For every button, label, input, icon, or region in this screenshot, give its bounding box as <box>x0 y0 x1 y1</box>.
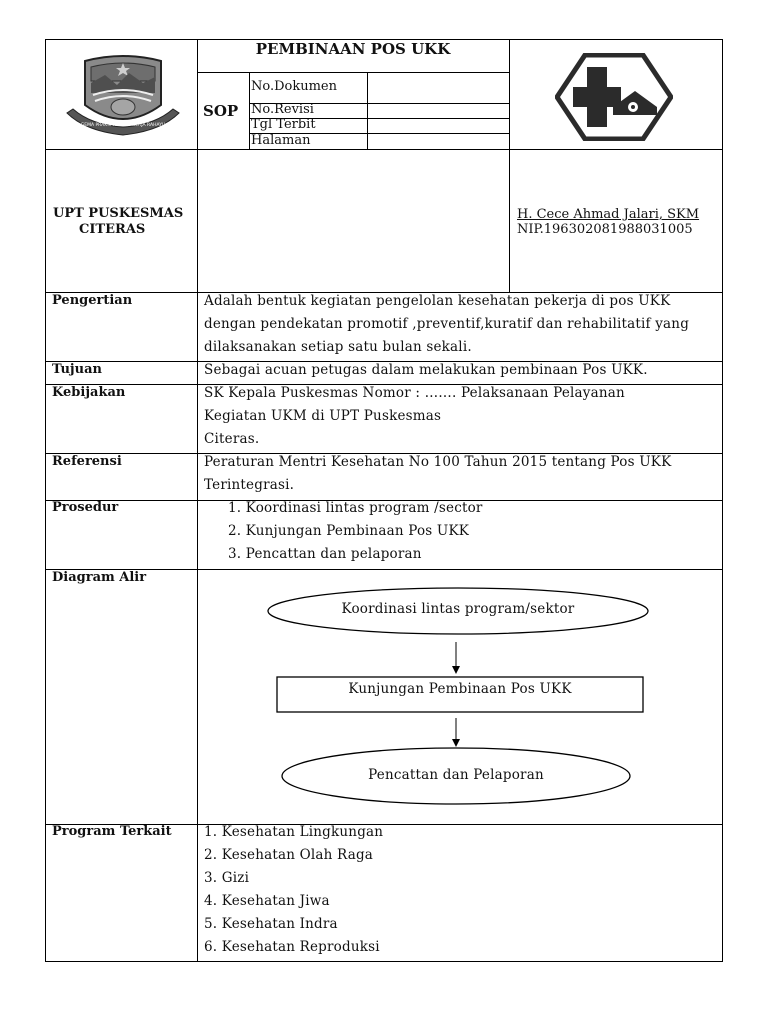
program-item-6: 6. Kesehatan Reproduksi <box>204 939 380 955</box>
pengertian-label: Pengertian <box>52 293 133 308</box>
kebijakan-line-1: SK Kepala Puskesmas Nomor : ……. Pelaksanaan Pelayanan <box>204 385 625 401</box>
prosedur-item-1: 1. Koordinasi lintas program /sector <box>228 500 483 516</box>
fields-divider <box>367 72 368 149</box>
pengertian-line-3: dilaksanakan setiap satu bulan sekali. <box>204 339 472 355</box>
sop-document <box>45 39 723 962</box>
pengertian-line-1: Adalah bentuk kegiatan pengelolan kesehatan pekerja di pos UKK <box>204 293 671 309</box>
organization-name-line2: CITERAS <box>79 222 146 237</box>
flow-step2-text: Kunjungan Pembinaan Pos UKK <box>348 681 572 697</box>
program-item-1: 1. Kesehatan Lingkungan <box>204 824 384 840</box>
field-tgl-terbit: Tgl Terbit <box>251 117 316 132</box>
document-title: PEMBINAAN POS UKK <box>255 40 451 58</box>
regency-emblem-logo <box>65 53 181 139</box>
program-item-2: 2. Kesehatan Olah Raga <box>204 847 374 863</box>
diagram-label: Diagram Alir <box>52 570 147 585</box>
signer-name: H. Cece Ahmad Jalari, SKM <box>517 207 700 222</box>
field-no-dokumen: No.Dokumen <box>251 79 337 94</box>
referensi-label: Referensi <box>52 454 122 469</box>
tujuan-label: Tujuan <box>52 362 102 377</box>
flow-step3-text: Pencattan dan Pelaporan <box>368 767 544 783</box>
emblem-motto-text: GEMA PRAKSI RAHAYU KERJA RAHAYU <box>80 123 166 128</box>
kebijakan-line-3: Citeras. <box>204 431 260 447</box>
puskesmas-logo <box>555 53 673 141</box>
title-divider <box>197 72 509 73</box>
header-col-divider-1 <box>197 39 198 293</box>
tujuan-text: Sebagai acuan petugas dalam melakukan pembinaan Pos UKK. <box>204 362 648 378</box>
kebijakan-label: Kebijakan <box>52 385 126 400</box>
field-no-revisi: No.Revisi <box>251 102 314 117</box>
pengertian-line-2: dengan pendekatan promotif ,preventif,kuratif dan rehabilitatif yang <box>204 316 690 332</box>
program-terkait-label: Program Terkait <box>52 824 172 839</box>
prosedur-item-3: 3. Pencattan dan pelaporan <box>228 546 422 562</box>
kebijakan-line-2: Kegiatan UKM di UPT Puskesmas <box>204 408 442 424</box>
referensi-line-2: Terintegrasi. <box>204 477 295 493</box>
program-item-3: 3. Gizi <box>204 870 250 886</box>
signer-nip: NIP.196302081988031005 <box>517 222 693 237</box>
sop-divider <box>249 72 250 149</box>
program-item-4: 4. Kesehatan Jiwa <box>204 893 330 909</box>
header-row-divider <box>45 149 723 150</box>
flowchart <box>198 570 722 824</box>
prosedur-label: Prosedur <box>52 500 119 515</box>
flow-arrowhead-2 <box>452 739 460 747</box>
prosedur-item-2: 2. Kunjungan Pembinaan Pos UKK <box>228 523 470 539</box>
sop-label: SOP <box>203 102 239 120</box>
flow-arrowhead-1 <box>452 666 460 674</box>
border-bottom <box>45 961 723 962</box>
flow-step1-text: Koordinasi lintas program/sektor <box>341 601 575 617</box>
program-item-5: 5. Kesehatan Indra <box>204 916 338 932</box>
referensi-line-1: Peraturan Mentri Kesehatan No 100 Tahun 2015 tentang Pos UKK <box>204 454 672 470</box>
organization-name-line1: UPT PUSKESMAS <box>53 206 184 221</box>
field-halaman: Halaman <box>251 133 311 148</box>
header-col-divider-2 <box>509 39 510 293</box>
